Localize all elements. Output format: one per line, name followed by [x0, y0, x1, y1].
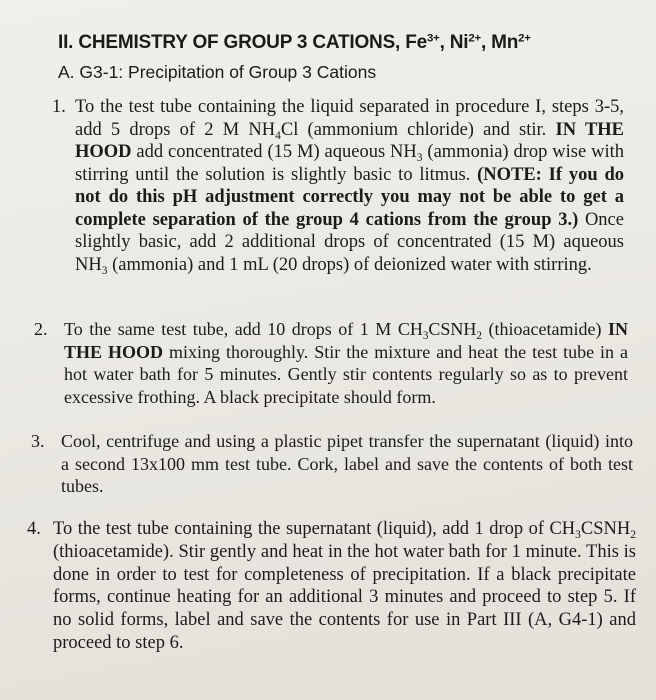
step-text: Cool, centrifuge and using a plastic pipet transfer the supernatant (liquid) into a second 13x100 mm test tube. Cork, label and save the contents of both test tubes. — [61, 431, 633, 496]
step-number: 3. — [31, 431, 45, 451]
step-text: To the test tube containing the liquid separated in procedure I, steps 3-5, add 5 drops of 2 M $NH_4Cl$ (ammonium chloride) and stir. IN THE HOOD add concentrated (15 M) aqueous $NH_3$ (ammonia) drop wise with stirring until the solution is slightly basic to litmus. (NOTE: If you do not do this pH adjustment correctly you may not be able to get a complete separation of the group 4 cations from the group 3.) Once slightly basic, add 2 additional drops of concentrated (15 M) aqueous $NH_3$ (ammonia) and 1 mL (20 drops) of deionized water with stirring. — [75, 97, 625, 277]
step-number: 4. — [27, 519, 41, 539]
section-heading: II. CHEMISTRY OF GROUP 3 CATIONS, $Fe^{3+}$, $Ni^{2+}$, $Mn^{2+}$ — [58, 32, 531, 53]
step-number: 2. — [34, 319, 48, 339]
step-text: To the test tube containing the supernatant (liquid), add 1 drop of $CH_3CSNH_2$ (thioacetamide). Stir gently and heat in the hot water bath for 1 minute. This is done in order to test for completeness of precipitation. If a black precipitate forms, continue heating for an additional 3 minutes and proceed to step 5. If no solid forms, label and save the contents for use in Part III (A, G4-1) and proceed to step 6. — [53, 519, 636, 653]
procedure-step — [31, 430, 633, 498]
step-number: 1. — [52, 97, 66, 117]
procedure-step — [27, 518, 636, 655]
procedure-step — [52, 96, 624, 276]
procedure-step — [34, 318, 628, 409]
step-text: To the same test tube, add 10 drops of 1 M $CH_3CSNH_2$ (thioacetamide) IN THE HOOD mixing thoroughly. Stir the mixture and heat the test tube in a hot water bath for 5 minutes. Gently stir contents regularly so as to prevent excessive frothing. A black precipitate should form. — [64, 319, 629, 408]
subsection-heading: A. G3-1: Precipitation of Group 3 Cations — [58, 62, 377, 82]
